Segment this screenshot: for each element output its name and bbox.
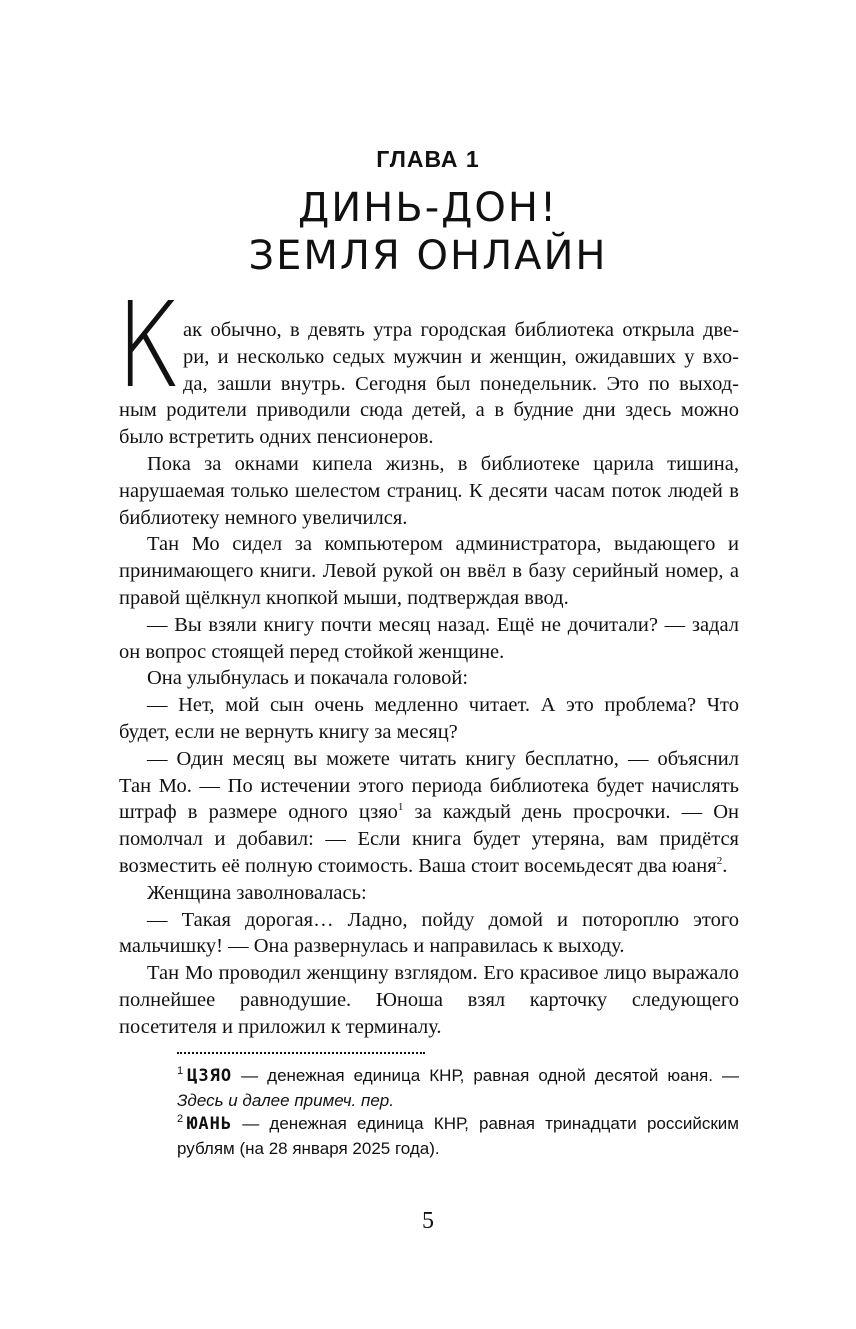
chapter-title-line-2: ЗЕМЛЯ ОНЛАЙН <box>248 233 608 279</box>
paragraph: Пока за окнами кипела жизнь, в библиотеке царила тишина, нарушаемая только шелестом страниц. К десяти часам поток людей в библиотеку немного увеличился. <box>119 452 739 529</box>
footnote-1 <box>177 1064 739 1112</box>
paragraph: Она улыбнулась и покачала головой: <box>147 667 469 690</box>
paragraph-part: — Один месяц вы можете читать книгу бесплатно, — объяснил Тан Мо. — По истечении этого периода библиотека будет начислять штраф в размере одного цзяо <box>119 747 739 824</box>
chapter-label: ГЛАВА 1 <box>376 146 480 172</box>
footnote-text: — денежная единица КНР, равная одной десятой юаня. — <box>232 1066 739 1085</box>
body-text <box>119 317 739 1041</box>
footnote-note: Здесь и далее примеч. пер. <box>177 1090 394 1110</box>
footnote-separator <box>177 1052 425 1054</box>
footnote-ref-1: 1 <box>397 801 404 814</box>
footnotes <box>177 1064 739 1160</box>
paragraph: — Такая дорогая… Ладно, пойду домой и потороплю этого мальчишку! — Она развернулась и направилась к выходу. <box>119 908 739 958</box>
paragraph: — Нет, мой сын очень медленно читает. А это проблема? Что будет, если не вернуть книгу за месяц? <box>119 694 739 743</box>
footnote-text: — денежная единица КНР, равная тринадцати российским рублям (на 28 января 2025 года). <box>177 1114 739 1158</box>
footnote-number: 1 <box>177 1065 184 1078</box>
paragraph-part: . <box>722 854 728 877</box>
footnote-term: ЦЗЯО <box>187 1066 233 1086</box>
first-paragraph <box>119 317 739 451</box>
paragraph: — Вы взяли книгу почти месяц назад. Ещё не дочитали? — задал он вопрос стоящей перед стойкой женщине. <box>119 613 739 663</box>
page-number: 5 <box>422 1208 434 1234</box>
first-paragraph-line: да, зашли внутрь. Сегодня был понедельник. Это по выход- <box>183 372 739 395</box>
paragraph: Тан Мо сидел за компьютером администратора, выдающего и принимающего книги. Левой рукой он ввёл в базу серийный номер, а правой щёлкнул кнопкой мыши, подтверждая ввод. <box>119 533 739 609</box>
footnote-ref-2: 2 <box>716 855 723 868</box>
first-paragraph-line: ри, и несколько седых мужчин и женщин, ожидавших у вхо- <box>183 345 739 368</box>
first-paragraph-line: ным родители приводили сюда детей, а в будние дни здесь можно <box>119 399 739 422</box>
footnote-term: ЮАНЬ <box>187 1114 233 1134</box>
first-paragraph-line: было встретить одних пенсионеров. <box>119 426 434 449</box>
chapter-title-line-1: ДИНЬ-ДОН! <box>298 185 558 231</box>
paragraph-part: за каждый день просрочки. — Он помолчал и добавил: — Если книга будет утеряна, вам придётся возместить её полную стоимость. Ваша стоит восемьдесят два юаня <box>119 801 739 877</box>
chapter-title <box>0 184 856 280</box>
paragraph-with-footnotes <box>119 746 739 880</box>
paragraph: Женщина заволновалась: <box>147 881 367 904</box>
footnote-2 <box>177 1112 739 1160</box>
drop-cap: К <box>116 276 182 414</box>
first-paragraph-line: ак обычно, в девять утра городская библиотека открыла две- <box>183 319 739 341</box>
paragraph: Тан Мо проводил женщину взглядом. Его красивое лицо выражало полнейшее равнодушие. Юноша взял карточку следующего посетителя и приложил к терминалу. <box>119 962 739 1038</box>
footnote-number: 2 <box>177 1113 184 1126</box>
